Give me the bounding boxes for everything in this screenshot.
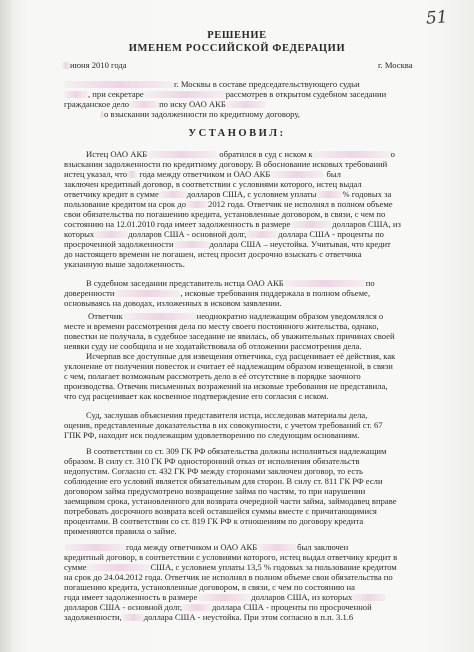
- text-line: доверенности , исковые требования поддержала в полном объеме,: [64, 288, 371, 298]
- intro-line: г. Москвы в составе председательствующего судьи: [64, 79, 360, 89]
- text-line: что суд расценивает как косвенное подтверждение его согласия с иском.: [64, 391, 329, 401]
- text-line: просроченной задолженности доллара США – неустойка. Учитывая, что кредит: [64, 239, 391, 249]
- text-line: Исчерпав все доступные для извещения ответчика, суд расценивает её действия, как: [86, 351, 396, 361]
- text-line: заемщиком срока, установленного для возврата очередной части займа, займодавец вправе: [64, 496, 397, 506]
- intro-line: о взыскании задолженности по кредитному договору,: [100, 109, 300, 119]
- text-line: года между ответчиком и ОАО АКБ был заключен: [64, 542, 348, 552]
- text-line: пользование кредитом на срок до 2012 года. Ответчик не исполнял в полном объеме: [64, 199, 393, 209]
- text-line: указанную выше задолженность.: [64, 259, 185, 269]
- city: г. Москва: [378, 60, 413, 70]
- text-line: Ответчик неоднократно надлежащим образом уведомлялся о: [88, 311, 384, 321]
- text-line: В соответствии со ст. 309 ГК РФ обязательства должны исполняться надлежащим: [86, 446, 387, 456]
- text-line: договором займа предусмотрено возвращение займа по частям, то при нарушении: [64, 486, 366, 496]
- text-line: недопустим. Согласно ст. 432 ГК РФ между сторонами заключен договор, то есть: [64, 466, 363, 476]
- page-number: 51: [425, 7, 449, 29]
- text-line: процентами. В соответствии со ст. 819 ГК РФ к отношениям по договору кредита: [64, 516, 364, 526]
- text-line: долларов США - основной долг, доллара США - проценты по просроченной: [64, 602, 372, 612]
- doc-title: РЕШЕНИЕ: [207, 30, 267, 41]
- text-line: оценив, представленные доказательства в их совокупности, с учетом требований ст. 67: [64, 420, 383, 430]
- text-line: соблюдение его условий является обязательным для сторон. В силу ст. 811 ГК РФ если: [64, 476, 383, 486]
- doc-subtitle: ИМЕНЕМ РОССИЙСКОЙ ФЕДЕРАЦИИ: [128, 43, 346, 54]
- text-line: истец указал, что года между ответчиком и ОАО АКБ был: [64, 169, 341, 179]
- text-line: В судебном заседании представитель истца ОАО АКБ по: [86, 278, 375, 288]
- text-line: с чем, полагает возможным рассмотреть дело в её отсутствие в порядке заочного: [64, 371, 361, 381]
- text-line: которых долларов США - основной долг, доллара США - проценты по: [64, 229, 384, 239]
- text-line: основываясь на доводах, изложенных в исковом заявлении.: [64, 298, 282, 308]
- text-line: неявки суду не сообщила и не ходатайствовала об отложении рассмотрения дела.: [64, 341, 362, 351]
- text-line: до настоящего времени не погашен, истец просит досрочно взыскать с ответчика: [64, 249, 362, 259]
- text-line: сумме США, с условием уплаты 13,5 % годовых за пользование кредитом: [64, 562, 397, 572]
- text-line: ГПК РФ, находит иск подлежащим удовлетворению по следующим основаниям.: [64, 430, 360, 440]
- text-line: кредитный договор, в соответствии с условиями которого, истец выдал ответчику кредит в: [64, 552, 398, 562]
- text-line: образом. В силу ст. 310 ГК РФ односторонний отказ от исполнения обязательств: [64, 456, 360, 466]
- intro-line: гражданское дело по иску ОАО АКБ: [64, 99, 266, 109]
- text-line: на срок до 24.04.2012 года. Ответчик не исполнял в полном объеме свои обязательства по: [64, 572, 393, 582]
- text-line: применяются правила о займе.: [64, 526, 177, 536]
- text-line: производства. Отвечик письменных возражений на исковые требования не представила,: [64, 381, 388, 391]
- text-line: Суд, заслушав объяснения представителя истца, исследовав материалы дела,: [86, 410, 368, 420]
- text-line: месте и времени рассмотрения дела по месту своего постоянного жительства, однако,: [64, 321, 379, 331]
- text-line: взыскании задолженности по кредитному договору. В обоснование исковых требований: [64, 159, 388, 169]
- text-line: уклонение от получения повесток и считает её надлежащим образом извещенной, в связи: [64, 361, 393, 371]
- text-line: ответчику кредит в сумме долларов США, с условием уплаты % годовых за: [64, 189, 392, 199]
- section-heading: УСТАНОВИЛ:: [188, 128, 286, 139]
- text-line: Истец ОАО АКБ обратился в суд с иском к о: [86, 149, 395, 159]
- date-line: июня 2010 года: [62, 60, 127, 70]
- text-line: погашению кредита, установленные договором, в связи, с чем по состоянию на: [64, 582, 355, 592]
- text-line: потребовать досрочного возврата всей оставшейся суммы вместе с причитающимися: [64, 506, 377, 516]
- text-line: заключен кредитный договор, в соответствии с условиями которого, истец выдал: [64, 179, 362, 189]
- text-line: повестки не получала, в судебное заседание не явилась, об уважительных причинах своей: [64, 331, 395, 341]
- intro-line: , при секретаре рассмотрев в открытом судебном заседании: [64, 89, 386, 99]
- text-line: года имеет задолженность в размере долларов США, из которых: [64, 592, 386, 602]
- text-line: состоянию на 12.01.2010 года имеет задолженность в размере долларов США, из: [64, 219, 401, 229]
- scan-shadow: [0, 0, 14, 652]
- text-line: свои обязательства по погашению кредита, установленные договором, в связи, с чем по: [64, 209, 386, 219]
- text-line: задолженности, доллара США - неустойка. При этом согласно в п.п. 3.1.6: [64, 612, 354, 622]
